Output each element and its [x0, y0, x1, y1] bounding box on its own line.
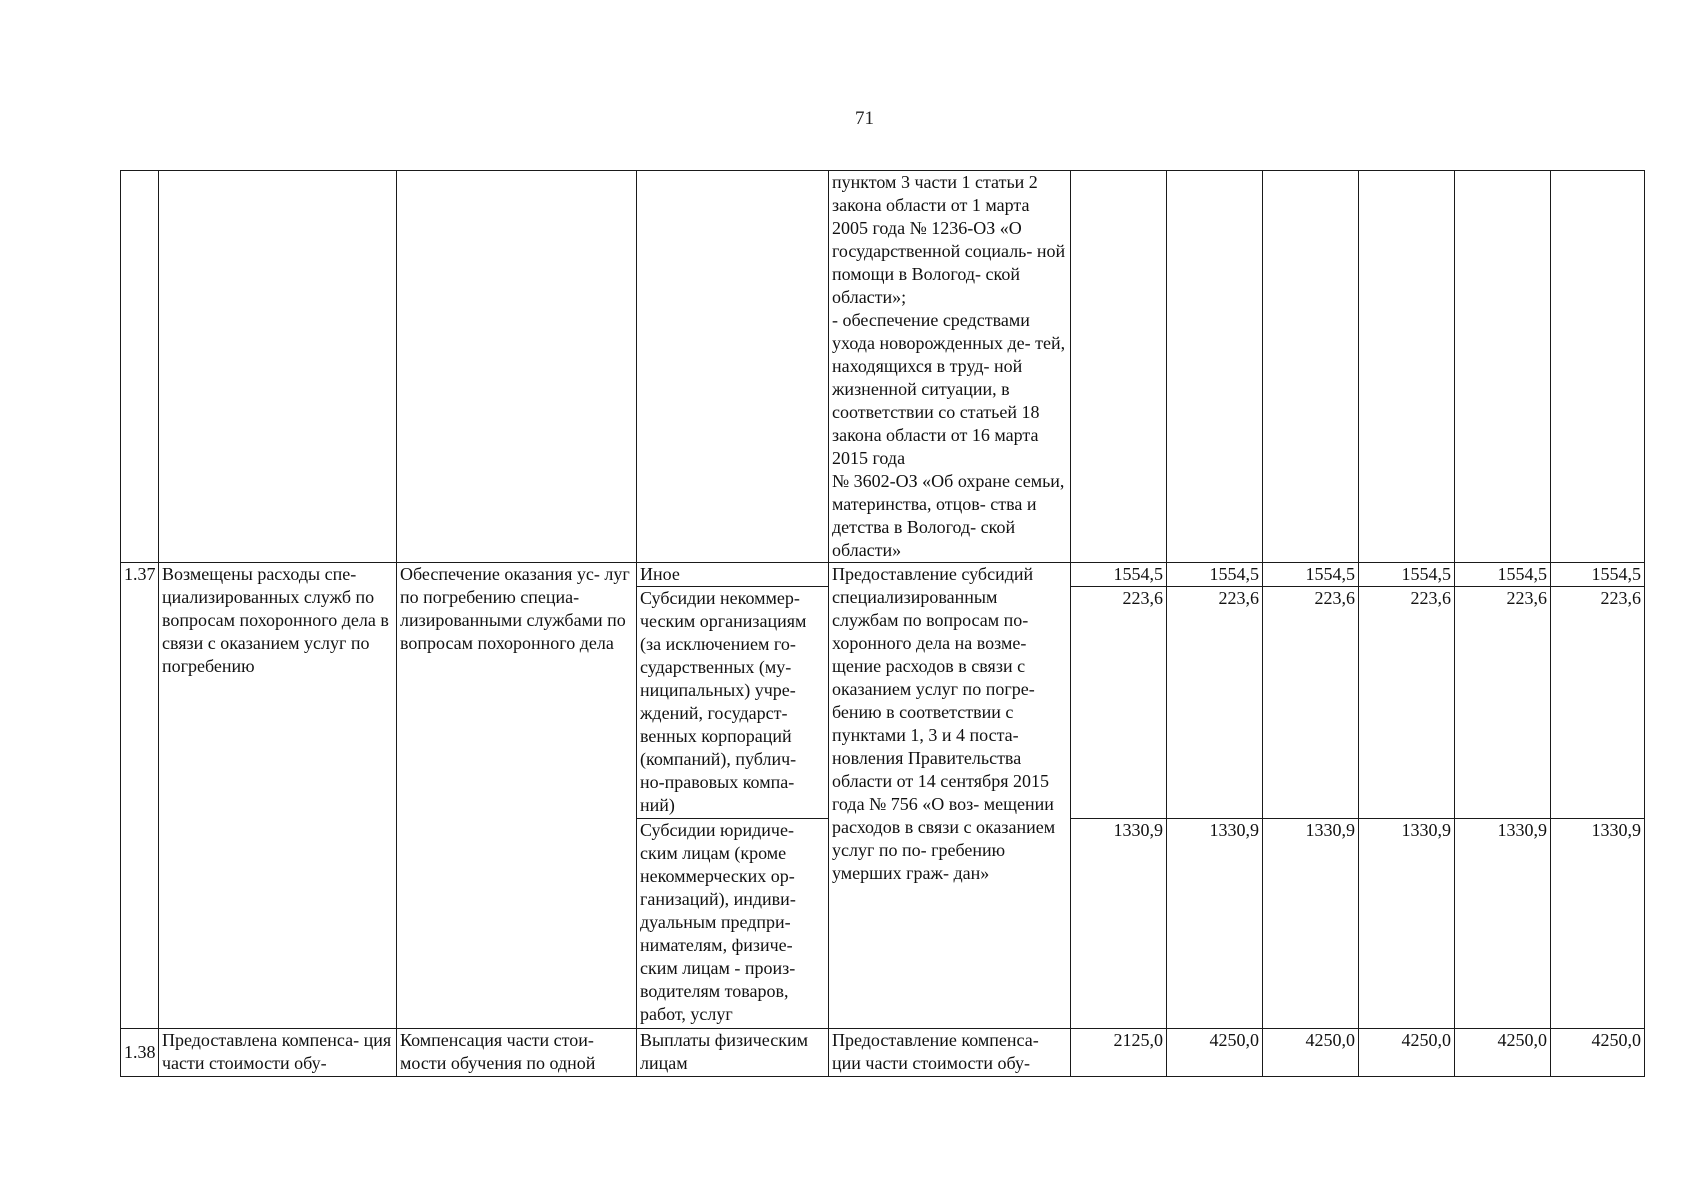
cell-index [121, 171, 159, 563]
row-type: Иное [637, 563, 829, 587]
value-cell: 4250,0 [1359, 1029, 1455, 1077]
value-cell: 1554,5 [1359, 563, 1455, 587]
value-cell: 1330,9 [1071, 819, 1167, 1029]
table-row [121, 563, 1645, 587]
value-cell: 223,6 [1167, 587, 1263, 819]
row-index: 1.38 [121, 1029, 159, 1077]
cell-type [637, 171, 829, 563]
value-cell: 223,6 [1455, 587, 1551, 819]
value-cell: 223,6 [1263, 587, 1359, 819]
value-cell: 1554,5 [1167, 563, 1263, 587]
cell-value [1167, 171, 1263, 563]
basis-text: Предоставление компенса- ции части стоимости обу- [832, 1030, 1039, 1073]
row-basis [829, 563, 1071, 1029]
value-cell: 1554,5 [1263, 563, 1359, 587]
value-cell: 223,6 [1071, 587, 1167, 819]
cell-value [1455, 171, 1551, 563]
row-index: 1.37 [121, 563, 159, 1029]
table-row [121, 1029, 1645, 1077]
cell-value [1263, 171, 1359, 563]
row-result [159, 563, 397, 1029]
result-text: Возмещены расходы спе- циализированных служб по вопросам похоронного дела в связи с оказанием услуг по погребению [162, 564, 389, 676]
value-cell: 223,6 [1551, 587, 1645, 819]
value-cell: 4250,0 [1455, 1029, 1551, 1077]
cell-basis [829, 171, 1071, 563]
row-result [159, 1029, 397, 1077]
cell-value [1071, 171, 1167, 563]
value-cell: 1330,9 [1167, 819, 1263, 1029]
value-cell: 4250,0 [1167, 1029, 1263, 1077]
value-cell: 223,6 [1359, 587, 1455, 819]
cell-value [1551, 171, 1645, 563]
value-cell: 1554,5 [1455, 563, 1551, 587]
cell-measure [397, 171, 637, 563]
cell-value [1359, 171, 1455, 563]
basis-text: Предоставление субсидий специализированным службам по вопросам по- хоронного дела на возме- щение расходов в связи с оказанием услуг по погре- бению в соответствии с пунктами 1, 3 и 4 поста- новления Правительства области от 14 сентября 2015 года № 756 «О воз- мещении расходов в связи с оказанием услуг по по- гребению умерших граж- дан» [832, 564, 1056, 883]
measure-text: Обеспечение оказания ус- луг по погребению специа- лизированными службами по вопросам похоронного дела [400, 564, 630, 653]
row-type: Субсидии юридиче- ским лицам (кроме некоммерческих ор- ганизаций), индиви- дуальным предпри- нимателям, физиче- ским лицам - произ- водителям товаров, работ, услуг [637, 819, 829, 1029]
table-row-continuation [121, 171, 1645, 563]
value-cell: 1554,5 [1071, 563, 1167, 587]
row-measure [397, 1029, 637, 1077]
page-number: 71 [855, 108, 874, 129]
value-cell: 4250,0 [1551, 1029, 1645, 1077]
value-cell: 4250,0 [1263, 1029, 1359, 1077]
result-text: Предоставлена компенса- ция части стоимости обу- [162, 1030, 392, 1073]
row-measure [397, 563, 637, 1029]
type-text: Выплаты физическим лицам [640, 1030, 808, 1073]
value-cell: 1554,5 [1551, 563, 1645, 587]
measure-text: Компенсация части стои- мости обучения по одной [400, 1030, 596, 1073]
value-cell: 1330,9 [1263, 819, 1359, 1029]
row-basis [829, 1029, 1071, 1077]
row-type [637, 1029, 829, 1077]
cell-result [159, 171, 397, 563]
basis-text: пунктом 3 части 1 статьи 2 закона области от 1 марта 2005 года № 1236-ОЗ «О государственной социаль- ной помощи в Вологод- ской области»; - обеспечение средствами ухода новорожденных де- тей, находящихся в труд- ной жизненной ситуации, в соответствии со статьей 18 закона области от 16 марта 2015 года № 3602-ОЗ «Об охране семьи, материнства, отцов- ства и детства в Вологод- ской области» [832, 172, 1066, 560]
value-cell: 1330,9 [1359, 819, 1455, 1029]
row-type: Субсидии некоммер- ческим организациям (за исключением го- сударственных (му- ниципальных) учре- ждений, государст- венных корпораций (компаний), публич- но-правовых компа- ний) [637, 587, 829, 819]
value-cell: 1330,9 [1551, 819, 1645, 1029]
value-cell: 1330,9 [1455, 819, 1551, 1029]
budget-table [120, 170, 1645, 1077]
value-cell: 2125,0 [1071, 1029, 1167, 1077]
